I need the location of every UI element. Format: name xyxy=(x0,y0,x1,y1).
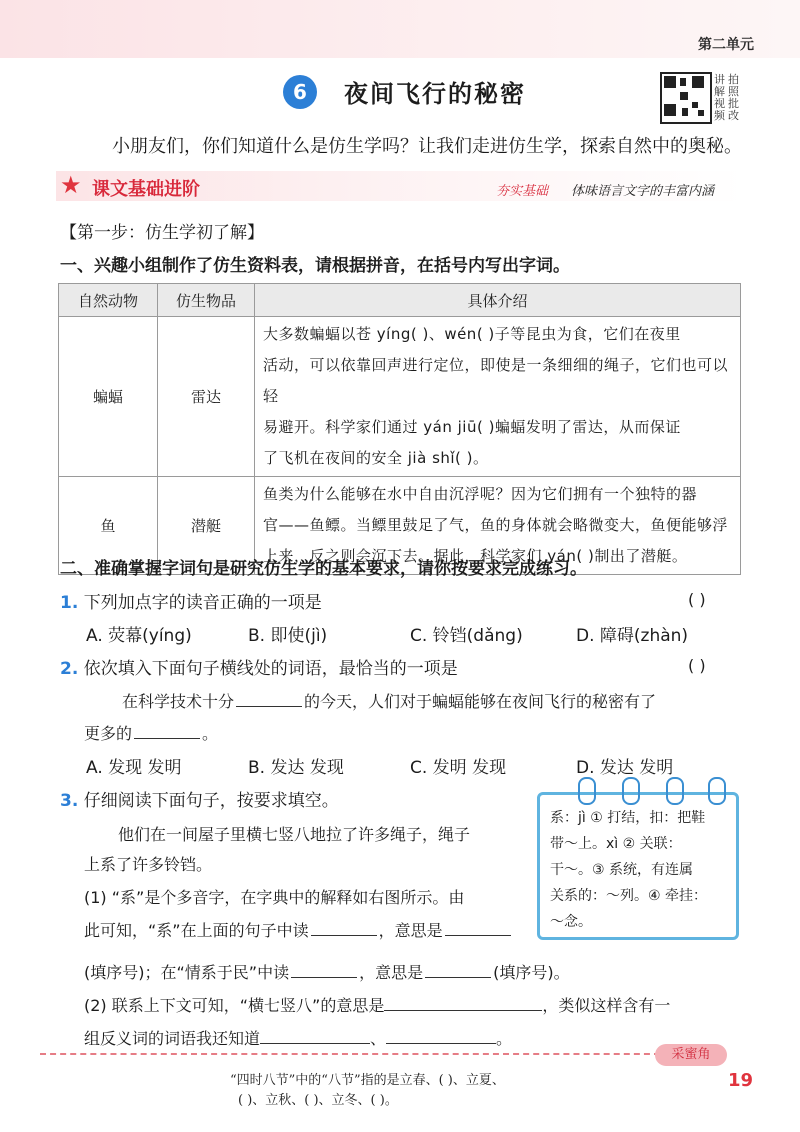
footer-divider xyxy=(40,1053,660,1055)
part2-line-a xyxy=(84,993,670,1016)
options-row xyxy=(86,753,746,778)
options-row xyxy=(86,621,746,646)
option-a[interactable]: A. 荧幕(yíng) xyxy=(86,626,192,646)
option-d[interactable]: D. 发达 发明 xyxy=(576,758,674,778)
text-part: 此可知，“系”在上面的句子中读 xyxy=(84,921,309,940)
lesson-title: 夜间飞行的秘密 xyxy=(344,80,526,108)
text-part: (填序号)；在“情系于民”中读 xyxy=(84,963,290,982)
option-b[interactable]: B. 即使(jì) xyxy=(248,626,328,646)
answer-paren[interactable]: ( ) xyxy=(688,590,706,609)
qr-label-video: 讲解视频 xyxy=(714,73,725,122)
binder-ring-icon xyxy=(666,777,684,805)
text-part: 组反义词的词语我还知道 xyxy=(84,1029,261,1048)
answer-paren[interactable]: ( ) xyxy=(688,656,706,675)
description-line: 活动，可以依靠回声进行定位，即使是一条细细的绳子，它们也可以轻 xyxy=(263,356,729,405)
lesson-number-badge: 6 xyxy=(283,75,317,109)
sentence-part: 的今天，人们对于蝙蝠能够在夜间飞行的秘密有了 xyxy=(304,692,657,711)
dict-line: 关系的：～列。④ 牵挂： xyxy=(550,888,708,904)
question-1-title: 一、兴趣小组制作了仿生资料表，请根据拼音，在括号内写出字词。 xyxy=(60,256,570,276)
description-line: 官——鱼鳔。当鳔里鼓足了气，鱼的身体就会略微变大，鱼便能够浮 xyxy=(263,516,729,534)
section-tag-subtitle: 体味语言文字的丰富内涵 xyxy=(571,184,715,199)
description-line[interactable]: 大多数蝙蝠以苍 yíng( )、wén( )子等昆虫为食，它们在夜里 xyxy=(263,325,681,343)
subquestion-number: 1. xyxy=(60,593,79,613)
blank-line[interactable] xyxy=(260,1029,370,1044)
part1-line-a: (1) “系”是个多音字，在字典中的解释如右图所示。由 xyxy=(84,888,465,907)
section-tag-foundation: 夯实基础 xyxy=(496,184,549,199)
blank-line[interactable] xyxy=(311,921,377,936)
description-line[interactable]: 易避开。科学家们通过 yán jiū( )蝙蝠发明了雷达，从而保证 xyxy=(263,418,681,436)
text-part: ，意思是 xyxy=(359,963,424,982)
blank-line[interactable] xyxy=(291,963,357,978)
blank-line[interactable] xyxy=(386,1029,496,1044)
qr-label-grading: 拍照批改 xyxy=(728,73,739,122)
option-b[interactable]: B. 发达 发现 xyxy=(248,758,344,778)
subquestion-text: 仔细阅读下面句子，按要求填空。 xyxy=(83,791,339,811)
binder-ring-icon xyxy=(578,777,596,805)
part1-line-c xyxy=(84,960,570,983)
subquestion-text: 下列加点字的读音正确的一项是 xyxy=(83,593,322,613)
option-c[interactable]: C. 发明 发现 xyxy=(410,758,507,778)
subquestion-text: 依次填入下面句子横线处的词语，最恰当的一项是 xyxy=(83,659,458,679)
text-part: (填序号)。 xyxy=(493,963,570,982)
table-header: 自然动物 xyxy=(59,284,158,317)
tip-badge: 采蜜角 xyxy=(655,1044,727,1066)
table-cell-animal: 鱼 xyxy=(59,477,158,575)
subquestion-2 xyxy=(60,654,458,679)
option-d[interactable]: D. 障碍(zhàn) xyxy=(576,626,689,646)
section-title: 课文基础进阶 xyxy=(92,179,200,200)
sentence-part: 更多的 xyxy=(84,724,133,743)
option-a[interactable]: A. 发现 发明 xyxy=(86,758,182,778)
dict-line: 系：jì ① 打结，扣：把鞋 xyxy=(550,810,706,826)
subquestion-1 xyxy=(60,588,322,613)
text-part: ，类似这样含有一 xyxy=(542,996,671,1015)
fill-sentence xyxy=(122,689,656,712)
part2-line-b xyxy=(84,1026,512,1049)
blank-line[interactable] xyxy=(236,692,302,707)
table-cell-item: 潜艇 xyxy=(158,477,255,575)
table-cell-item: 雷达 xyxy=(158,317,255,477)
text-part: ，意思是 xyxy=(378,921,443,940)
dict-line: 干～。③ 系统，有连属 xyxy=(550,862,694,878)
sentence-part: 。 xyxy=(202,724,219,743)
dict-line: ～念。 xyxy=(550,914,592,930)
sentence-part: 在科学技术十分 xyxy=(122,692,235,711)
fill-sentence-2 xyxy=(84,721,218,744)
description-line: 鱼类为什么能够在水中自由沉浮呢？因为它们拥有一个独特的器 xyxy=(263,485,698,503)
table-cell-animal: 蝙蝠 xyxy=(59,317,158,477)
bionics-table xyxy=(58,283,741,575)
option-c[interactable]: C. 铃铛(dǎng) xyxy=(410,626,523,646)
passage-line: 上系了许多铃铛。 xyxy=(84,855,213,874)
description-line[interactable]: 上来，反之则会沉下去。据此，科学家们 yán( )制出了潜艇。 xyxy=(263,547,688,565)
subquestion-number: 2. xyxy=(60,659,79,679)
star-icon: ★ xyxy=(60,171,82,199)
intro-text: 小朋友们，你们知道什么是仿生学吗？让我们走进仿生学，探索自然中的奥秘。 xyxy=(112,136,742,157)
footer-line[interactable]: “四时八节”中的“八节”指的是立春、( )、立夏、 xyxy=(230,1073,505,1088)
text-part: 。 xyxy=(496,1029,513,1048)
binder-ring-icon xyxy=(622,777,640,805)
blank-line[interactable] xyxy=(384,996,542,1011)
footer-line[interactable]: ( )、立秋、( )、立冬、( )。 xyxy=(238,1093,398,1108)
binder-ring-icon xyxy=(708,777,726,805)
text-part: (2) 联系上下文可知，“横七竖八”的意思是 xyxy=(84,996,385,1015)
table-cell-description xyxy=(255,317,741,477)
part1-line-b xyxy=(84,918,513,941)
dict-line: 带～上。xì ② 关联： xyxy=(550,836,682,852)
page-number: 19 xyxy=(728,1070,754,1091)
unit-label: 第二单元 xyxy=(698,37,754,53)
blank-line[interactable] xyxy=(425,963,491,978)
table-header: 具体介绍 xyxy=(255,284,741,317)
top-band xyxy=(0,0,800,58)
blank-line[interactable] xyxy=(445,921,511,936)
blank-line[interactable] xyxy=(134,724,200,739)
passage-line: 他们在一间屋子里横七竖八地拉了许多绳子，绳子 xyxy=(118,825,471,844)
qr-code-icon[interactable] xyxy=(660,72,712,124)
question-2-title: 二、准确掌握字词句是研究仿生学的基本要求，请你按要求完成练习。 xyxy=(60,559,587,579)
table-header: 仿生物品 xyxy=(158,284,255,317)
subquestion-number: 3. xyxy=(60,791,79,811)
qr-label xyxy=(714,74,740,122)
description-line[interactable]: 了飞机在夜间的安全 jià shǐ( )。 xyxy=(263,449,489,467)
text-part: 、 xyxy=(370,1029,387,1048)
step-heading: 【第一步：仿生学初了解】 xyxy=(60,223,264,243)
subquestion-3 xyxy=(60,786,339,811)
dictionary-card xyxy=(537,792,739,940)
